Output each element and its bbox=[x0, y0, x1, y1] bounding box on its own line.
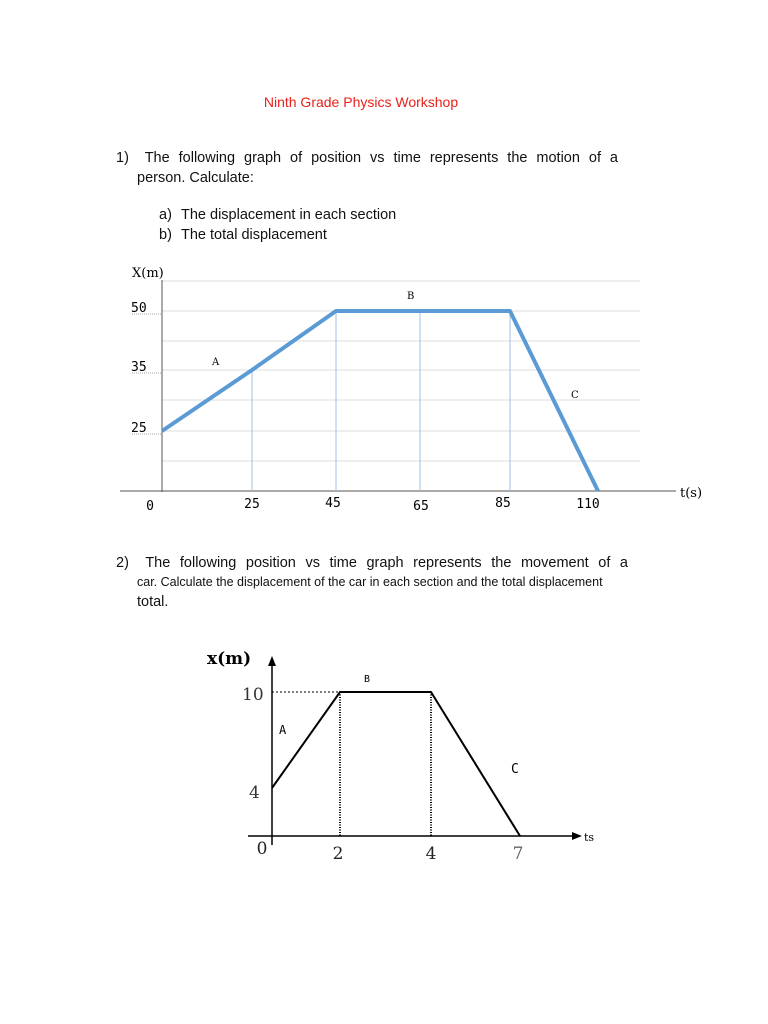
chart-2-y-tick: 10 bbox=[242, 685, 264, 705]
chart-1-section-c: C bbox=[571, 390, 579, 401]
item-text: The total displacement bbox=[181, 227, 327, 243]
question-1-item-b bbox=[159, 227, 327, 243]
chart-1-y-tick: 35 bbox=[131, 360, 147, 375]
chart-2-x-tick: 7 bbox=[512, 844, 524, 864]
chart-1-x-tick: 45 bbox=[325, 496, 341, 511]
question-1-number: 1) bbox=[116, 150, 129, 166]
question-2-number: 2) bbox=[116, 555, 129, 571]
chart-1-y-label: X(m) bbox=[132, 266, 164, 281]
item-text: The displacement in each section bbox=[181, 207, 397, 223]
question-1-line-2: person. Calculate: bbox=[137, 170, 254, 186]
chart-2-x-tick: 0 bbox=[256, 839, 268, 859]
chart-2-section-c: C bbox=[511, 762, 519, 777]
chart-2-x-tick: 4 bbox=[425, 844, 437, 864]
chart-1 bbox=[0, 255, 768, 525]
chart-2-y-tick: 4 bbox=[249, 783, 260, 803]
chart-1-y-tick: 50 bbox=[131, 301, 147, 316]
question-2-line-1: 2) The following position vs time graph represents the movement of a bbox=[116, 555, 628, 571]
item-label: a) bbox=[159, 207, 172, 223]
question-1 bbox=[116, 148, 618, 188]
chart-2-x-label: ts bbox=[584, 831, 595, 844]
chart-1-section-a: A bbox=[212, 357, 220, 368]
chart-2-section-b: B bbox=[364, 674, 371, 685]
chart-1-x-tick: 0 bbox=[146, 499, 154, 514]
chart-1-x-tick: 110 bbox=[576, 497, 600, 512]
chart-1-x-label: t(s) bbox=[680, 486, 703, 501]
chart-1-series-line bbox=[162, 311, 598, 491]
chart-2-series-line bbox=[272, 692, 520, 836]
chart-1-y-tick: 25 bbox=[131, 421, 147, 436]
chart-1-x-tick: 65 bbox=[413, 499, 429, 514]
chart-2-x-tick: 2 bbox=[332, 844, 344, 864]
question-1-item-a bbox=[159, 207, 396, 223]
chart-1-section-b: B bbox=[407, 291, 415, 302]
chart-1-x-tick: 25 bbox=[244, 497, 260, 512]
question-1-line-1: 1) The following graph of position vs time represents the motion of a bbox=[116, 150, 618, 166]
question-2-line-2: car. Calculate the displacement of the car in each section and the total displacement bbox=[137, 575, 603, 589]
item-label: b) bbox=[159, 227, 172, 243]
question-2-line-3: total. bbox=[137, 594, 169, 610]
chart-2-y-label: x(m) bbox=[207, 649, 252, 669]
chart-2-y-arrow bbox=[268, 656, 276, 666]
page-title: Ninth Grade Physics Workshop bbox=[263, 94, 459, 110]
question-2 bbox=[116, 553, 628, 613]
chart-1-x-tick: 85 bbox=[495, 496, 511, 511]
chart-2 bbox=[0, 640, 768, 870]
chart-2-x-arrow bbox=[572, 832, 582, 840]
chart-2-section-a: A bbox=[279, 723, 287, 737]
